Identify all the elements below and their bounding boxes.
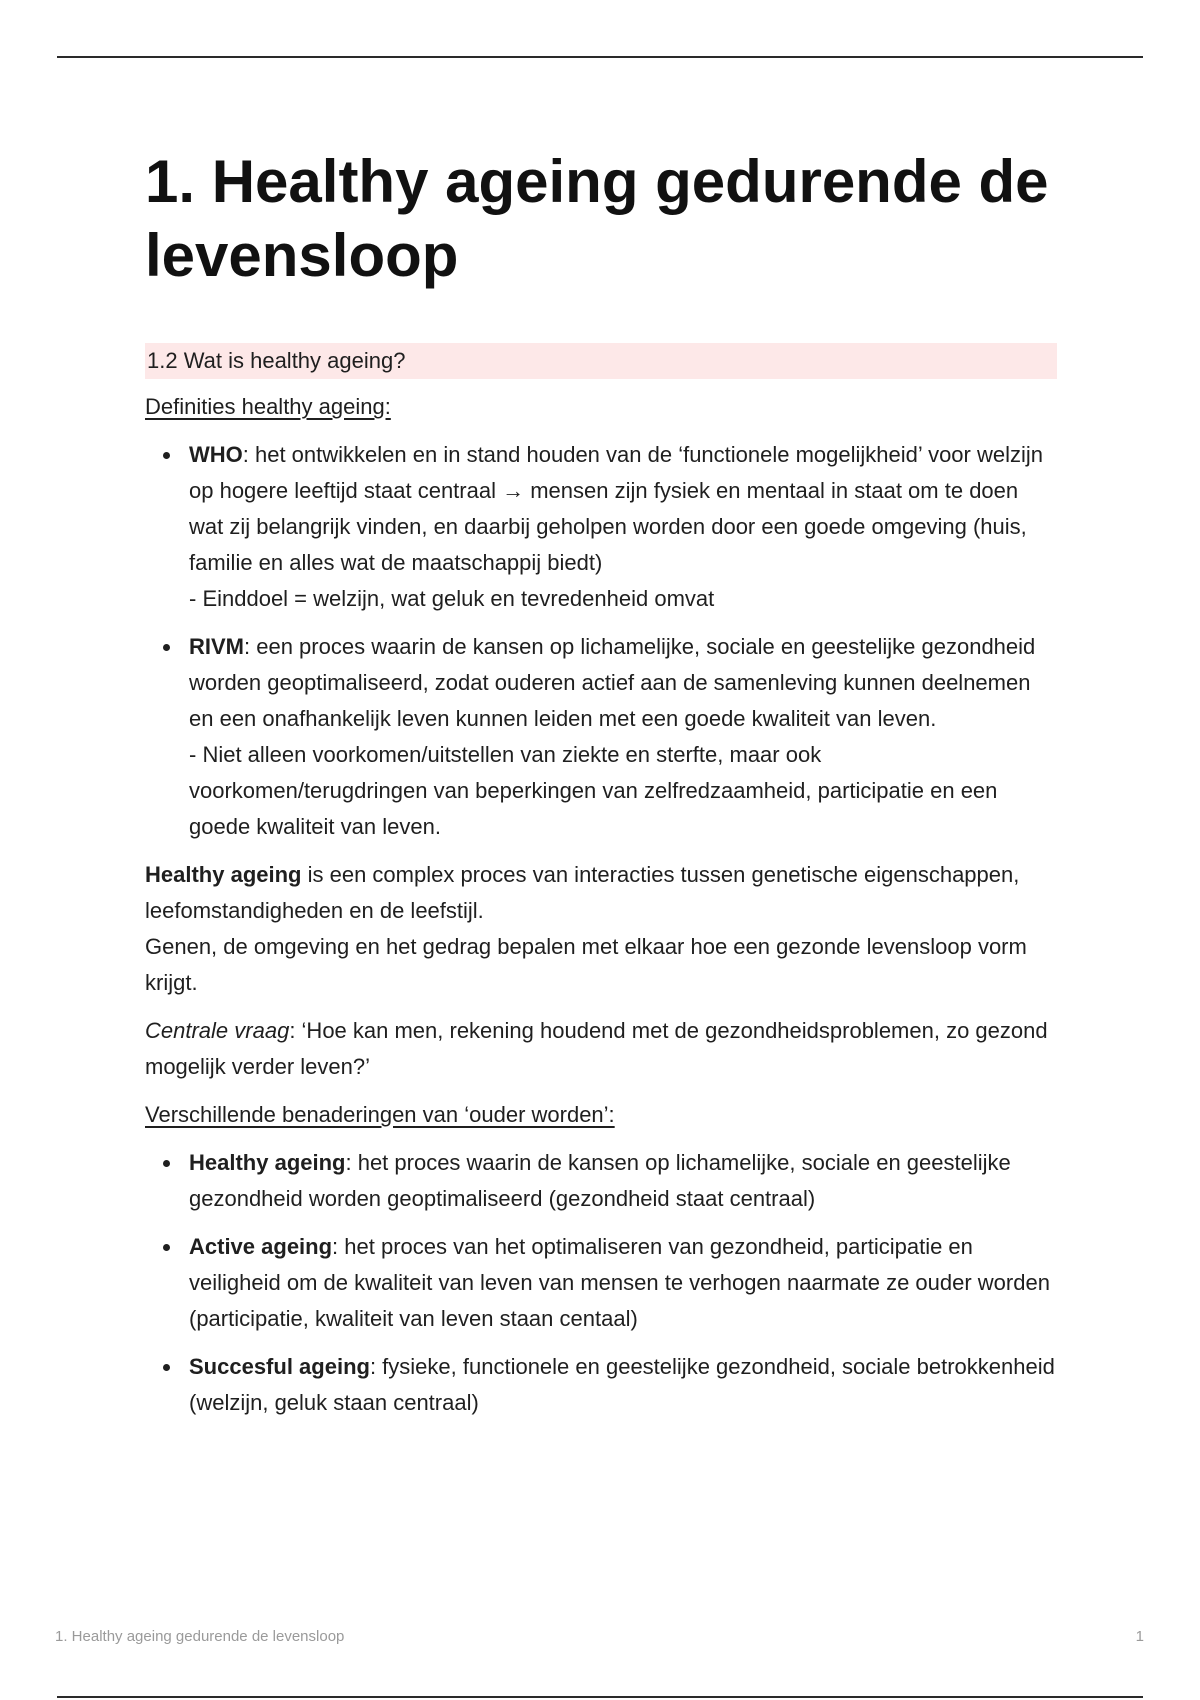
definition-text: : het ontwikkelen en in stand houden van de ‘functionele mogelijkheid’ voor welzijn op hogere leeftijd staat centraal → mensen zijn fysiek en mentaal in staat om te doen wat zij belangrijk vinden, en daarbij geholpen worden door een goede omgeving (huis, familie en alles wat de maatschappij biedt) [189,442,1044,575]
page-title: 1. Healthy ageing gedurende de levensloop [145,148,1049,289]
footer-title: 1. Healthy ageing gedurende de levensloop [55,1628,345,1645]
section-heading: 1.2 Wat is healthy ageing? [145,343,1057,379]
definition-term: WHO [189,442,243,467]
list-item [189,629,1057,845]
healthy-ageing-text: is een complex proces van interacties tussen genetische eigenschappen, leefomstandigheden en de leefstijl. [145,862,1020,923]
bottom-rule [57,1696,1143,1698]
approach-term: Active ageing [189,1234,333,1259]
approaches-list [145,1145,1057,1421]
approaches-heading [145,1097,1057,1133]
definition-subnote: - Niet alleen voorkomen/uitstellen van ziekte en sterfte, maar ook voorkomen/terugdringen van beperkingen van zelfredzaamheid, participatie en een goede kwaliteit van leven. [189,742,998,839]
healthy-ageing-term: Healthy ageing [145,862,302,887]
list-item [189,1349,1057,1421]
healthy-ageing-line2: Genen, de omgeving en het gedrag bepalen met elkaar hoe een gezonde levensloop vorm krijgt. [145,934,1027,995]
top-rule [57,56,1143,58]
list-item [189,437,1057,617]
list-item [189,1229,1057,1337]
definition-term: RIVM [189,634,244,659]
definitions-heading [145,389,1057,425]
healthy-ageing-paragraph [145,857,1057,1001]
approach-text: : het proces waarin de kansen op lichamelijke, sociale en geestelijke gezondheid worden geoptimaliseerd (gezondheid staat centraal) [189,1150,1011,1211]
central-question-label: Centrale vraag [145,1018,290,1043]
approach-text: : het proces van het optimaliseren van gezondheid, participatie en veiligheid om de kwaliteit van leven van mensen te verhogen naarmate ze ouder worden (participatie, kwaliteit van leven staan centaal) [189,1234,1050,1331]
central-question-paragraph [145,1013,1057,1085]
definition-subnote: - Einddoel = welzijn, wat geluk en tevredenheid omvat [189,586,715,611]
definitions-heading-text: Definities healthy ageing: [145,394,391,419]
approach-term: Succesful ageing [189,1354,370,1379]
definition-text: : een proces waarin de kansen op lichamelijke, sociale en geestelijke gezondheid worden geoptimaliseerd, zodat ouderen actief aan de samenleving kunnen deelnemen en een onafhankelijk leven kunnen leiden met een goede kwaliteit van leven. [189,634,1036,731]
approach-term: Healthy ageing [189,1150,346,1175]
definitions-list [145,437,1057,845]
page-number: 1 [1135,1628,1144,1645]
approach-text: : fysieke, functionele en geestelijke gezondheid, sociale betrokkenheid (welzijn, geluk staan centraal) [189,1354,1055,1415]
approaches-heading-text: Verschillende benaderingen van ‘ouder worden’: [145,1102,615,1127]
list-item [189,1145,1057,1217]
central-question-text: : ‘Hoe kan men, rekening houdend met de gezondheidsproblemen, zo gezond mogelijk verder leven?’ [145,1018,1048,1079]
page-content [145,145,1057,1433]
